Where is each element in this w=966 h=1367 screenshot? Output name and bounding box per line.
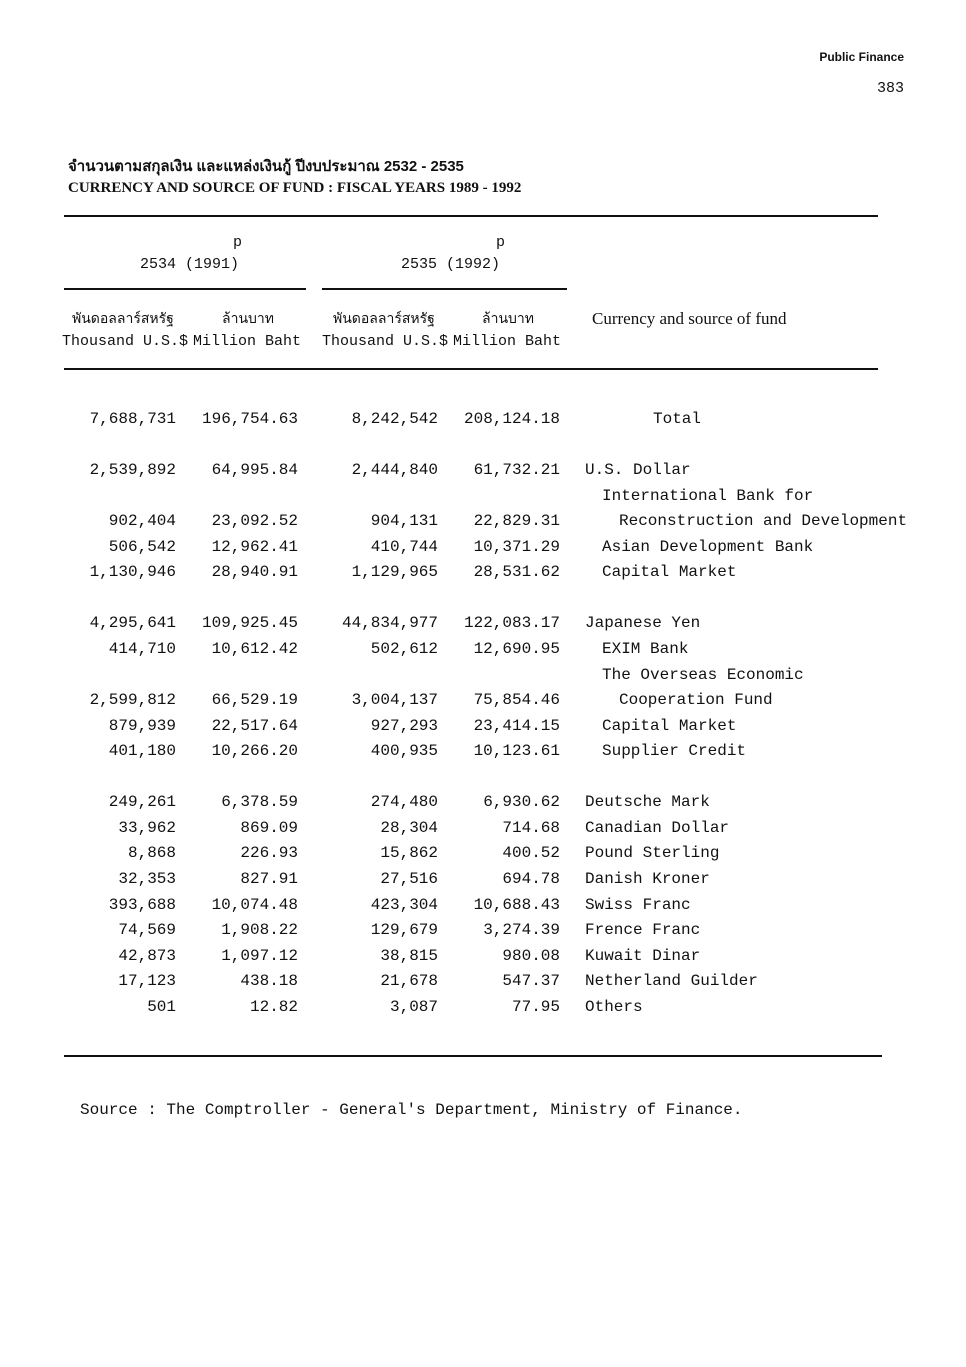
table-cell: 879,939 — [108, 717, 176, 735]
row-label: Canadian Dollar — [585, 819, 730, 837]
row-label: Asian Development Bank — [602, 538, 814, 556]
table-cell: 38,815 — [380, 947, 438, 965]
table-cell: 129,679 — [370, 921, 438, 939]
table-cell: 3,274.39 — [483, 921, 560, 939]
year-header-1992: 2535 (1992) — [401, 256, 501, 273]
row-label: International Bank for — [602, 487, 814, 505]
table-cell: 33,962 — [118, 819, 176, 837]
source-note: Source : The Comptroller - General's Department, Ministry of Finance. — [80, 1101, 743, 1119]
table-cell: 423,304 — [370, 896, 438, 914]
table-cell: 501 — [147, 998, 176, 1016]
table-cell: 2,444,840 — [351, 461, 438, 479]
table-cell: 980.08 — [502, 947, 560, 965]
row-label: Deutsche Mark — [585, 793, 710, 811]
unit-en-baht-1992: Million Baht — [453, 333, 562, 350]
table-cell: 64,995.84 — [211, 461, 298, 479]
row-label: Total — [653, 410, 702, 428]
table-cell: 23,092.52 — [211, 512, 298, 530]
table-cell: 506,542 — [108, 538, 176, 556]
table-cell: 869.09 — [240, 819, 298, 837]
table-cell: 1,908.22 — [221, 921, 298, 939]
year-rule-1991 — [64, 288, 306, 290]
table-cell: 3,087 — [389, 998, 438, 1016]
row-label: The Overseas Economic — [602, 666, 804, 684]
table-cell: 17,123 — [118, 972, 176, 990]
section-title: Public Finance — [819, 50, 904, 64]
year-rule-1992 — [322, 288, 567, 290]
year-marker-1991: p — [233, 234, 243, 251]
table-cell: 274,480 — [370, 793, 438, 811]
table-cell: 10,123.61 — [473, 742, 560, 760]
table-cell: 66,529.19 — [211, 691, 298, 709]
table-cell: 15,862 — [380, 844, 438, 862]
unit-thai-usd-1992: พันดอลลาร์สหรัฐ — [333, 310, 435, 326]
table-cell: 414,710 — [108, 640, 176, 658]
table-cell: 10,074.48 — [211, 896, 298, 914]
table-cell: 28,304 — [380, 819, 438, 837]
table-cell: 2,539,892 — [89, 461, 176, 479]
row-label: Danish Kroner — [585, 870, 710, 888]
unit-thai-baht-1991: ล้านบาท — [222, 310, 274, 326]
table-cell: 44,834,977 — [341, 614, 438, 632]
table-cell: 400,935 — [370, 742, 438, 760]
table-cell: 502,612 — [370, 640, 438, 658]
table-cell: 61,732.21 — [473, 461, 560, 479]
table-cell: 3,004,137 — [351, 691, 438, 709]
table-cell: 23,414.15 — [473, 717, 560, 735]
table-cell: 902,404 — [108, 512, 176, 530]
table-cell: 75,854.46 — [473, 691, 560, 709]
table-cell: 208,124.18 — [463, 410, 560, 428]
table-cell: 401,180 — [108, 742, 176, 760]
row-label: U.S. Dollar — [585, 461, 691, 479]
table-cell: 42,873 — [118, 947, 176, 965]
table-cell: 2,599,812 — [89, 691, 176, 709]
table-cell: 28,940.91 — [211, 563, 298, 581]
row-label: Capital Market — [602, 717, 737, 735]
table-cell: 7,688,731 — [89, 410, 176, 428]
table-cell: 8,242,542 — [351, 410, 438, 428]
row-label: Reconstruction and Development — [619, 512, 908, 530]
table-cell: 226.93 — [240, 844, 298, 862]
table-cell: 21,678 — [380, 972, 438, 990]
top-rule — [64, 215, 878, 217]
table-cell: 196,754.63 — [201, 410, 298, 428]
unit-en-usd-1991: Thousand U.S.$ — [62, 333, 189, 350]
row-label: Pound Sterling — [585, 844, 720, 862]
row-label: Others — [585, 998, 643, 1016]
table-cell: 393,688 — [108, 896, 176, 914]
table-cell: 27,516 — [380, 870, 438, 888]
table-cell: 410,744 — [370, 538, 438, 556]
table-cell: 547.37 — [502, 972, 560, 990]
table-cell: 1,129,965 — [351, 563, 438, 581]
header-rule — [64, 368, 878, 370]
table-title-english: CURRENCY AND SOURCE OF FUND : FISCAL YEARS 1989 - 1992 — [68, 180, 522, 196]
row-label: Frence Franc — [585, 921, 701, 939]
table-cell: 1,097.12 — [221, 947, 298, 965]
row-label: Cooperation Fund — [619, 691, 773, 709]
table-cell: 438.18 — [240, 972, 298, 990]
table-cell: 827.91 — [240, 870, 298, 888]
row-label: Swiss Franc — [585, 896, 691, 914]
table-cell: 77.95 — [511, 998, 560, 1016]
table-cell: 927,293 — [370, 717, 438, 735]
table-cell: 12,962.41 — [211, 538, 298, 556]
table-cell: 32,353 — [118, 870, 176, 888]
table-cell: 8,868 — [127, 844, 176, 862]
table-cell: 12.82 — [249, 998, 298, 1016]
unit-thai-usd-1991: พันดอลลาร์สหรัฐ — [72, 310, 174, 326]
table-cell: 694.78 — [502, 870, 560, 888]
row-label: Japanese Yen — [585, 614, 701, 632]
table-cell: 6,378.59 — [221, 793, 298, 811]
row-label: Kuwait Dinar — [585, 947, 701, 965]
table-title-thai: จำนวนตามสกุลเงิน และแหล่งเงินกู้ ปีงบประมาณ 2532 - 2535 — [68, 158, 464, 175]
table-cell: 122,083.17 — [463, 614, 560, 632]
table-cell: 10,266.20 — [211, 742, 298, 760]
row-label: Capital Market — [602, 563, 737, 581]
table-cell: 10,612.42 — [211, 640, 298, 658]
table-cell: 714.68 — [502, 819, 560, 837]
table-cell: 10,371.29 — [473, 538, 560, 556]
table-cell: 28,531.62 — [473, 563, 560, 581]
table-cell: 12,690.95 — [473, 640, 560, 658]
year-header-1991: 2534 (1991) — [140, 256, 240, 273]
table-cell: 22,517.64 — [211, 717, 298, 735]
year-marker-1992: p — [496, 234, 506, 251]
label-column-header: Currency and source of fund — [592, 309, 787, 328]
row-label: EXIM Bank — [602, 640, 689, 658]
table-cell: 4,295,641 — [89, 614, 176, 632]
row-label: Netherland Guilder — [585, 972, 758, 990]
unit-en-usd-1992: Thousand U.S.$ — [322, 333, 449, 350]
table-cell: 1,130,946 — [89, 563, 176, 581]
row-label: Supplier Credit — [602, 742, 747, 760]
unit-thai-baht-1992: ล้านบาท — [482, 310, 534, 326]
unit-en-baht-1991: Million Baht — [193, 333, 302, 350]
table-cell: 6,930.62 — [483, 793, 560, 811]
table-cell: 400.52 — [502, 844, 560, 862]
table-cell: 22,829.31 — [473, 512, 560, 530]
bottom-rule — [64, 1055, 882, 1057]
table-cell: 904,131 — [370, 512, 438, 530]
table-cell: 249,261 — [108, 793, 176, 811]
table-cell: 10,688.43 — [473, 896, 560, 914]
table-cell: 109,925.45 — [201, 614, 298, 632]
table-cell: 74,569 — [118, 921, 176, 939]
page-number: 383 — [876, 80, 904, 97]
